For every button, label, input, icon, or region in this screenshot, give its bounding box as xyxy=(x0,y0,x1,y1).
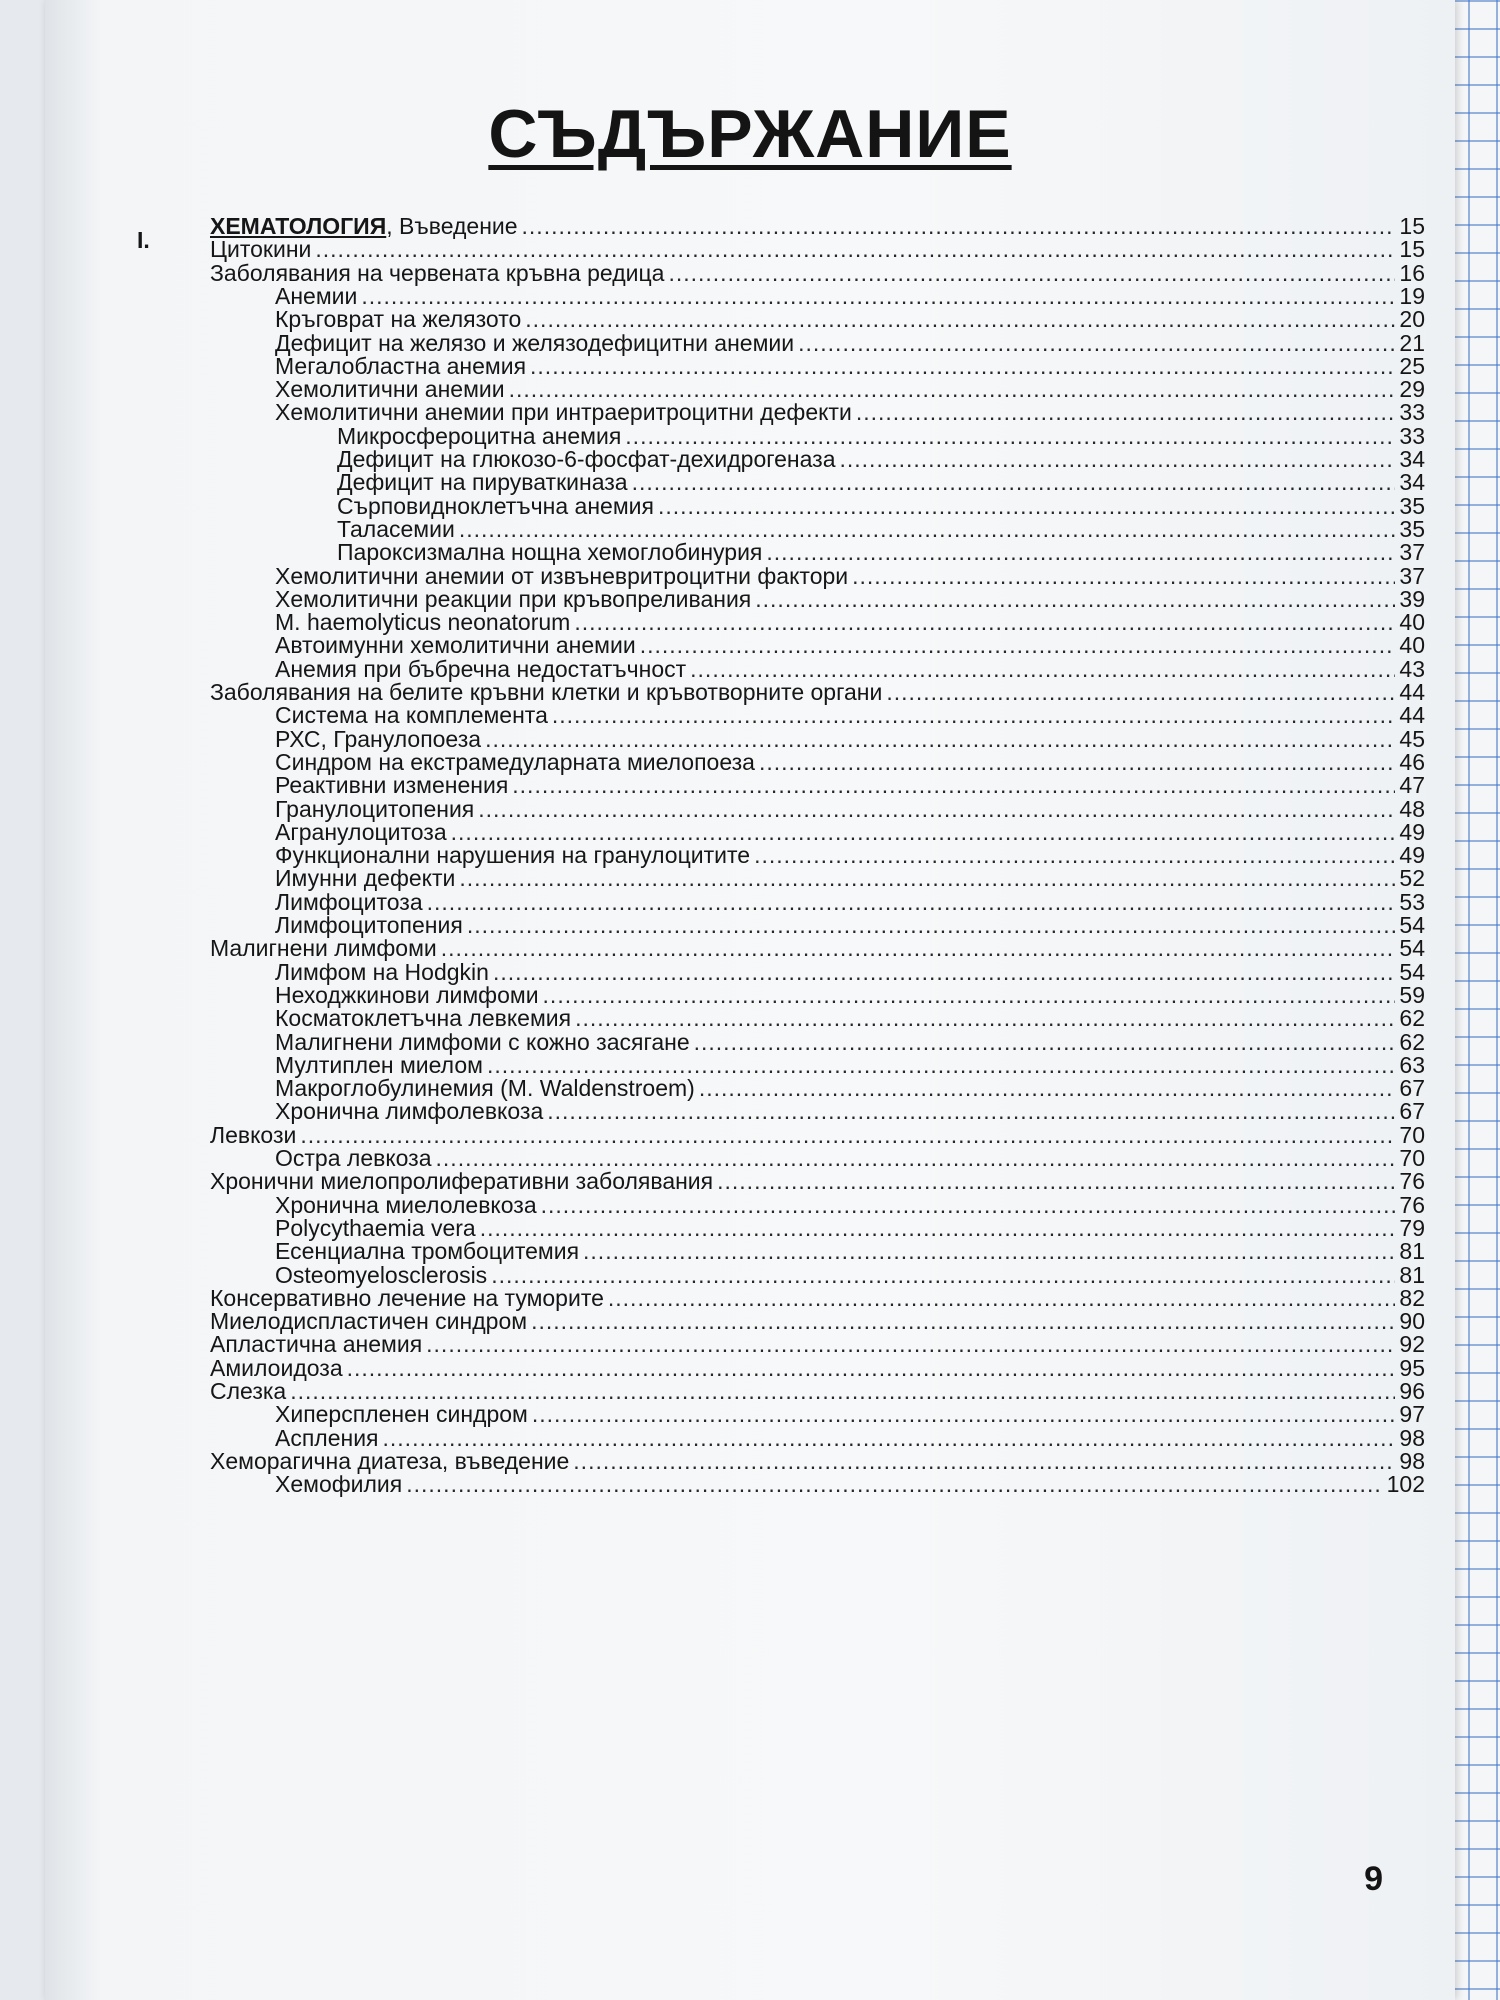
toc-entry-page: 96 xyxy=(1399,1378,1425,1404)
toc-entry-text: Мултиплен миелом xyxy=(275,1051,483,1078)
toc-entry xyxy=(275,1471,1425,1501)
toc-entry-page: 79 xyxy=(1399,1214,1425,1241)
toc-entry-text: Пароксизмална нощна хемоглобинурия xyxy=(337,539,763,566)
toc-entry-page: 62 xyxy=(1399,1005,1425,1032)
toc-entry-text: Заболявания на червената кръвна редица xyxy=(210,259,665,286)
toc-entry-page: 81 xyxy=(1399,1261,1425,1288)
toc-entry-page: 76 xyxy=(1399,1168,1425,1195)
toc-entry-text: Сърповидноклетъчна анемия xyxy=(337,492,654,519)
toc-entry-page: 44 xyxy=(1399,679,1425,705)
toc-entry-text: Лимфоцитоза xyxy=(275,888,423,915)
toc-entry-text: Заболявания на белите кръвни клетки и кръвотворните органи xyxy=(210,679,883,705)
toc-entry-text: Цитокини xyxy=(210,236,312,263)
toc-entry-page: 76 xyxy=(1399,1191,1425,1218)
toc-entry-text: M. haemolyticus neonatorum xyxy=(275,609,571,636)
toc-leader-dots xyxy=(406,1471,1382,1498)
toc-entry-text: Слезка xyxy=(210,1378,287,1404)
toc-entry-page: 16 xyxy=(1399,259,1425,286)
toc-entry-text: Кръговрат на желязото xyxy=(275,306,522,333)
toc-entry-text: Функционални нарушения на гранулоцитите xyxy=(275,842,751,869)
toc-entry-page: 59 xyxy=(1399,981,1425,1008)
toc-entry-text: Мегалобластна анемия xyxy=(275,352,527,379)
toc-entry-text: Хемолитични анемии при интраеритроцитни дефекти xyxy=(275,399,852,426)
toc-entry-text: Хемолитични анемии от извъневритроцитни фактори xyxy=(275,562,849,589)
toc-entry-page: 49 xyxy=(1399,818,1425,845)
toc-entry-page: 44 xyxy=(1399,702,1425,729)
toc-entry-page: 35 xyxy=(1399,515,1425,542)
toc-entry-page: 92 xyxy=(1399,1331,1425,1358)
toc-entry-text: Реактивни изменения xyxy=(275,772,509,799)
toc-entry-text: Аспления xyxy=(275,1424,379,1451)
toc-entry-bold-title: ХЕМАТОЛОГИЯ xyxy=(210,213,387,239)
toc-entry-text: РХС, Гранулопоеза xyxy=(275,725,482,752)
toc-entry-text: Апластична анемия xyxy=(210,1331,423,1358)
toc-entry-page: 19 xyxy=(1399,282,1425,309)
toc-entry-page: 34 xyxy=(1399,469,1425,496)
toc-entry-text: Osteomyelosclerosis xyxy=(275,1261,488,1288)
section-number: I. xyxy=(137,227,150,253)
toc-entry-text: Синдром на екстрамедуларната миелопоеза xyxy=(275,748,755,775)
toc-entry-text: Малигнени лимфоми с кожно засягане xyxy=(275,1028,690,1055)
toc-entry-text: Амилоидоза xyxy=(210,1354,343,1381)
toc-entry-page: 15 xyxy=(1399,213,1425,239)
toc-entry-page: 97 xyxy=(1399,1401,1425,1428)
page-number: 9 xyxy=(1364,1860,1383,1898)
toc-entry-page: 37 xyxy=(1399,539,1425,566)
toc-entry-text: Консервативно лечение на туморите xyxy=(210,1284,604,1311)
toc-entry-page: 52 xyxy=(1399,865,1425,892)
toc-entry-page: 15 xyxy=(1399,236,1425,263)
document-page xyxy=(45,0,1455,2000)
toc-entry-text: Хронична миелолевкоза xyxy=(275,1191,537,1218)
toc-entry-page: 90 xyxy=(1399,1308,1425,1335)
toc-entry-text: Агранулоцитоза xyxy=(275,818,447,845)
toc-entry-page: 29 xyxy=(1399,376,1425,403)
toc-entry-text: , Въведение xyxy=(386,213,518,239)
toc-entry-page: 98 xyxy=(1399,1424,1425,1451)
toc-entry-text: Есенциална тромбоцитемия xyxy=(275,1238,580,1265)
toc-entry-page: 81 xyxy=(1399,1238,1425,1265)
toc-entry-page: 54 xyxy=(1399,958,1425,985)
toc-entry-text: Косматоклетъчна левкемия xyxy=(275,1005,572,1032)
toc-entry-page: 46 xyxy=(1399,748,1425,775)
toc-entry-text: Неходжкинови лимфоми xyxy=(275,981,539,1008)
toc-entry-text: Хронична лимфолевкоза xyxy=(275,1098,544,1125)
toc-entry-page: 37 xyxy=(1399,562,1425,589)
toc-entry-page: 49 xyxy=(1399,842,1425,869)
toc-entry-page: 20 xyxy=(1399,306,1425,333)
toc-entry-text: Анемия при бъбречна недостатъчност xyxy=(275,655,687,682)
toc-entry-text: Остра левкоза xyxy=(275,1145,432,1171)
toc-entry-page: 62 xyxy=(1399,1028,1425,1055)
toc-entry-page: 63 xyxy=(1399,1051,1425,1078)
toc-entry-text: Хемолитични реакции при кръвопреливания xyxy=(275,585,752,612)
toc-entry-page: 40 xyxy=(1399,609,1425,636)
toc-entry-text: Дефицит на желязо и желязодефицитни анемии xyxy=(275,329,795,356)
toc-entry-title xyxy=(275,1471,402,1498)
toc-entry-page: 33 xyxy=(1399,399,1425,426)
toc-entry-page: 34 xyxy=(1399,446,1425,472)
toc-entry-text: Миелодиспластичен синдром xyxy=(210,1308,528,1335)
toc-entry-page: 43 xyxy=(1399,655,1425,682)
toc-entry-page: 25 xyxy=(1399,352,1425,379)
toc-entry-text: Хемолитични анемии xyxy=(275,376,505,403)
toc-entry-page: 35 xyxy=(1399,492,1425,519)
toc-entry-text: Гранулоцитопения xyxy=(275,795,475,822)
toc-entry-text: Хронични миелопролиферативни заболявания xyxy=(210,1168,714,1195)
toc-entry-page: 95 xyxy=(1399,1354,1425,1381)
toc-entry-text: Лимфоцитопения xyxy=(275,912,463,938)
toc-entry-page: 67 xyxy=(1399,1075,1425,1102)
toc-entry-text: Система на комплемента xyxy=(275,702,548,729)
toc-entry-text: Хемофилия xyxy=(275,1471,403,1498)
toc-entry-text: Polycythaemia vera xyxy=(275,1214,476,1241)
toc-entry-page: 102 xyxy=(1386,1471,1425,1498)
toc-entry-text: Малигнени лимфоми xyxy=(210,935,437,962)
toc-entry-text: Хиперспленен синдром xyxy=(275,1401,528,1428)
toc-entry-page: 39 xyxy=(1399,585,1425,612)
toc-entry-text: Таласемии xyxy=(337,515,455,542)
toc-entry-page: 33 xyxy=(1399,422,1425,449)
toc-entry-page: 54 xyxy=(1399,912,1425,938)
page-title: СЪДЪРЖАНИЕ xyxy=(488,96,1012,172)
toc-entry-text: Имунни дефекти xyxy=(275,865,456,892)
toc-entry-text: Хеморагична диатеза, въведение xyxy=(210,1447,570,1474)
toc-entry-text: Анемии xyxy=(275,282,358,309)
toc-entry-text: Дефицит на пируваткиназа xyxy=(337,469,628,496)
toc-entry-page: 21 xyxy=(1399,329,1425,356)
toc-entry-page: 70 xyxy=(1399,1145,1425,1171)
toc-entry-text: Автоимунни хемолитични анемии xyxy=(275,632,636,659)
toc-entry-text: Микросфероцитна анемия xyxy=(337,422,622,449)
toc-entry-page: 98 xyxy=(1399,1447,1425,1474)
toc-entry-page: 54 xyxy=(1399,935,1425,962)
toc-entry-page: 48 xyxy=(1399,795,1425,822)
toc-entry-page: 45 xyxy=(1399,725,1425,752)
toc-entry-page: 70 xyxy=(1399,1121,1425,1148)
toc-entry-page: 67 xyxy=(1399,1098,1425,1125)
toc-entry-text: Макроглобулинемия (M. Waldenstroem) xyxy=(275,1075,695,1102)
toc-entry-page: 53 xyxy=(1399,888,1425,915)
toc-entry-text: Левкози xyxy=(210,1121,297,1148)
toc-entry-page: 47 xyxy=(1399,772,1425,799)
toc-entry-text: Дефицит на глюкозо-6-фосфат-дехидрогеназа xyxy=(337,446,836,472)
toc-entry-text: Лимфом на Hodgkin xyxy=(275,958,489,985)
toc-entry-page: 40 xyxy=(1399,632,1425,659)
toc-entry-page: 82 xyxy=(1399,1284,1425,1311)
